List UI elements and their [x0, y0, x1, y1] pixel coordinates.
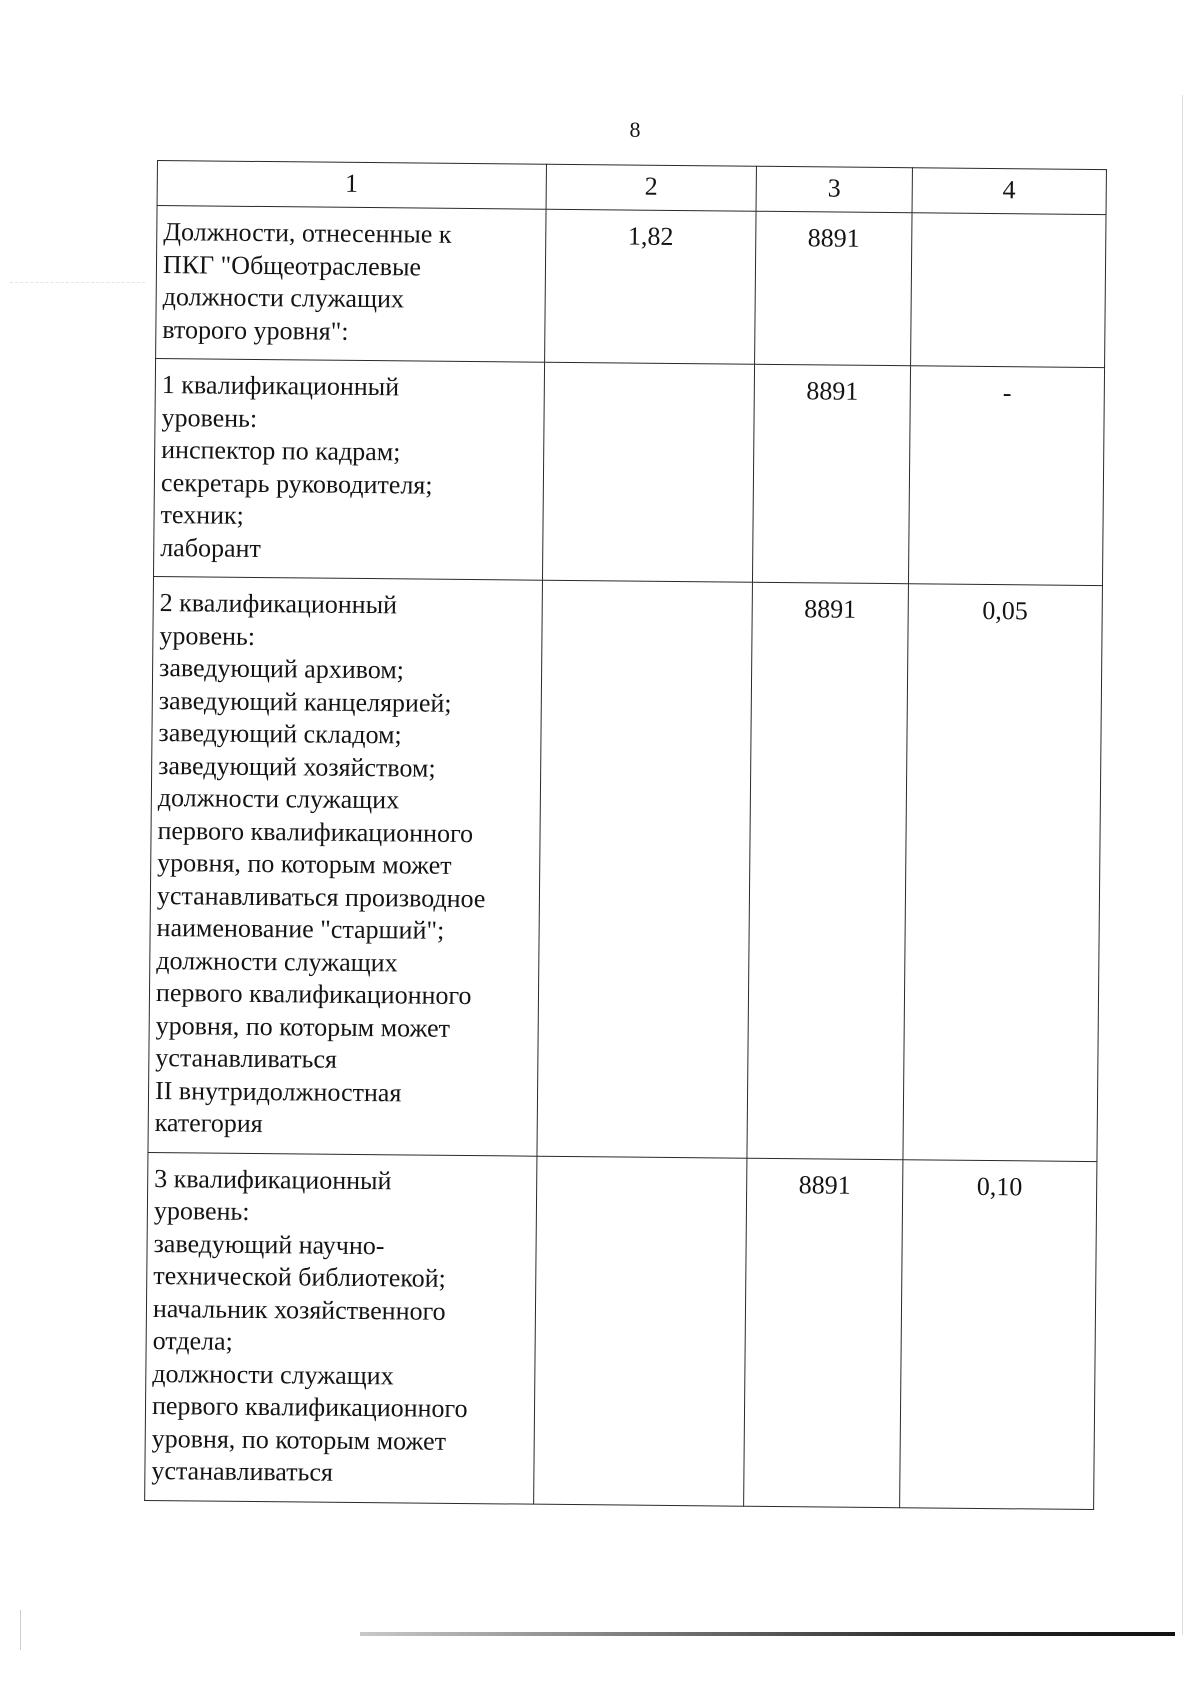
position-cell: Должности, отнесенные к ПКГ "Общеотраслевые должности служащих второго уровня": — [156, 206, 546, 363]
salary-table — [144, 160, 1107, 1510]
salary-cell: 8891 — [755, 211, 912, 365]
increase-coefficient-cell: 0,05 — [903, 584, 1103, 1161]
salary-cell: 8891 — [753, 364, 911, 583]
salary-cell: 8891 — [747, 582, 908, 1159]
column-header-1: 1 — [157, 161, 546, 210]
table-row-pkg-second-level — [156, 206, 1106, 368]
page-number: 8 — [629, 117, 641, 142]
coefficient-cell — [537, 580, 753, 1157]
increase-coefficient-cell: 0,10 — [899, 1159, 1097, 1509]
position-cell: 2 квалификационный уровень: заведующий архивом; заведующий канцелярией; заведующий складом; заведующий хозяйством; должности служащих первого квалификационного уровня, по которым может устанавливаться производное наименование "старший"; должности служащих первого квалификационного уровня, по которым может устанавливаться II внутридолжностная категория — [148, 576, 542, 1155]
scan-edge-left — [20, 1610, 21, 1650]
table-row-level-2 — [148, 576, 1102, 1161]
scan-artifact-dash — [10, 282, 145, 283]
scan-edge-right — [1182, 95, 1183, 1635]
coefficient-cell — [542, 362, 755, 582]
coefficient-cell — [533, 1156, 747, 1506]
increase-coefficient-cell — [910, 213, 1106, 368]
position-cell: 1 квалификационный уровень: инспектор по кадрам; секретарь руководителя; техник; лаборант — [154, 358, 545, 580]
coefficient-cell: 1,82 — [544, 209, 756, 364]
column-header-3: 3 — [756, 166, 912, 212]
column-header-2: 2 — [546, 164, 757, 211]
table-row-level-3 — [145, 1152, 1097, 1509]
position-cell: 3 квалификационный уровень: заведующий научно- технической библиотекой; начальник хозяйственного отдела; должности служащих первого квалификационного уровня, по которым может устанавливаться — [145, 1152, 537, 1504]
column-header-4: 4 — [912, 168, 1107, 215]
table-row-level-1 — [154, 358, 1105, 585]
scan-edge-bottom — [360, 1632, 1175, 1636]
salary-cell: 8891 — [744, 1158, 903, 1507]
increase-coefficient-cell: - — [908, 366, 1104, 586]
